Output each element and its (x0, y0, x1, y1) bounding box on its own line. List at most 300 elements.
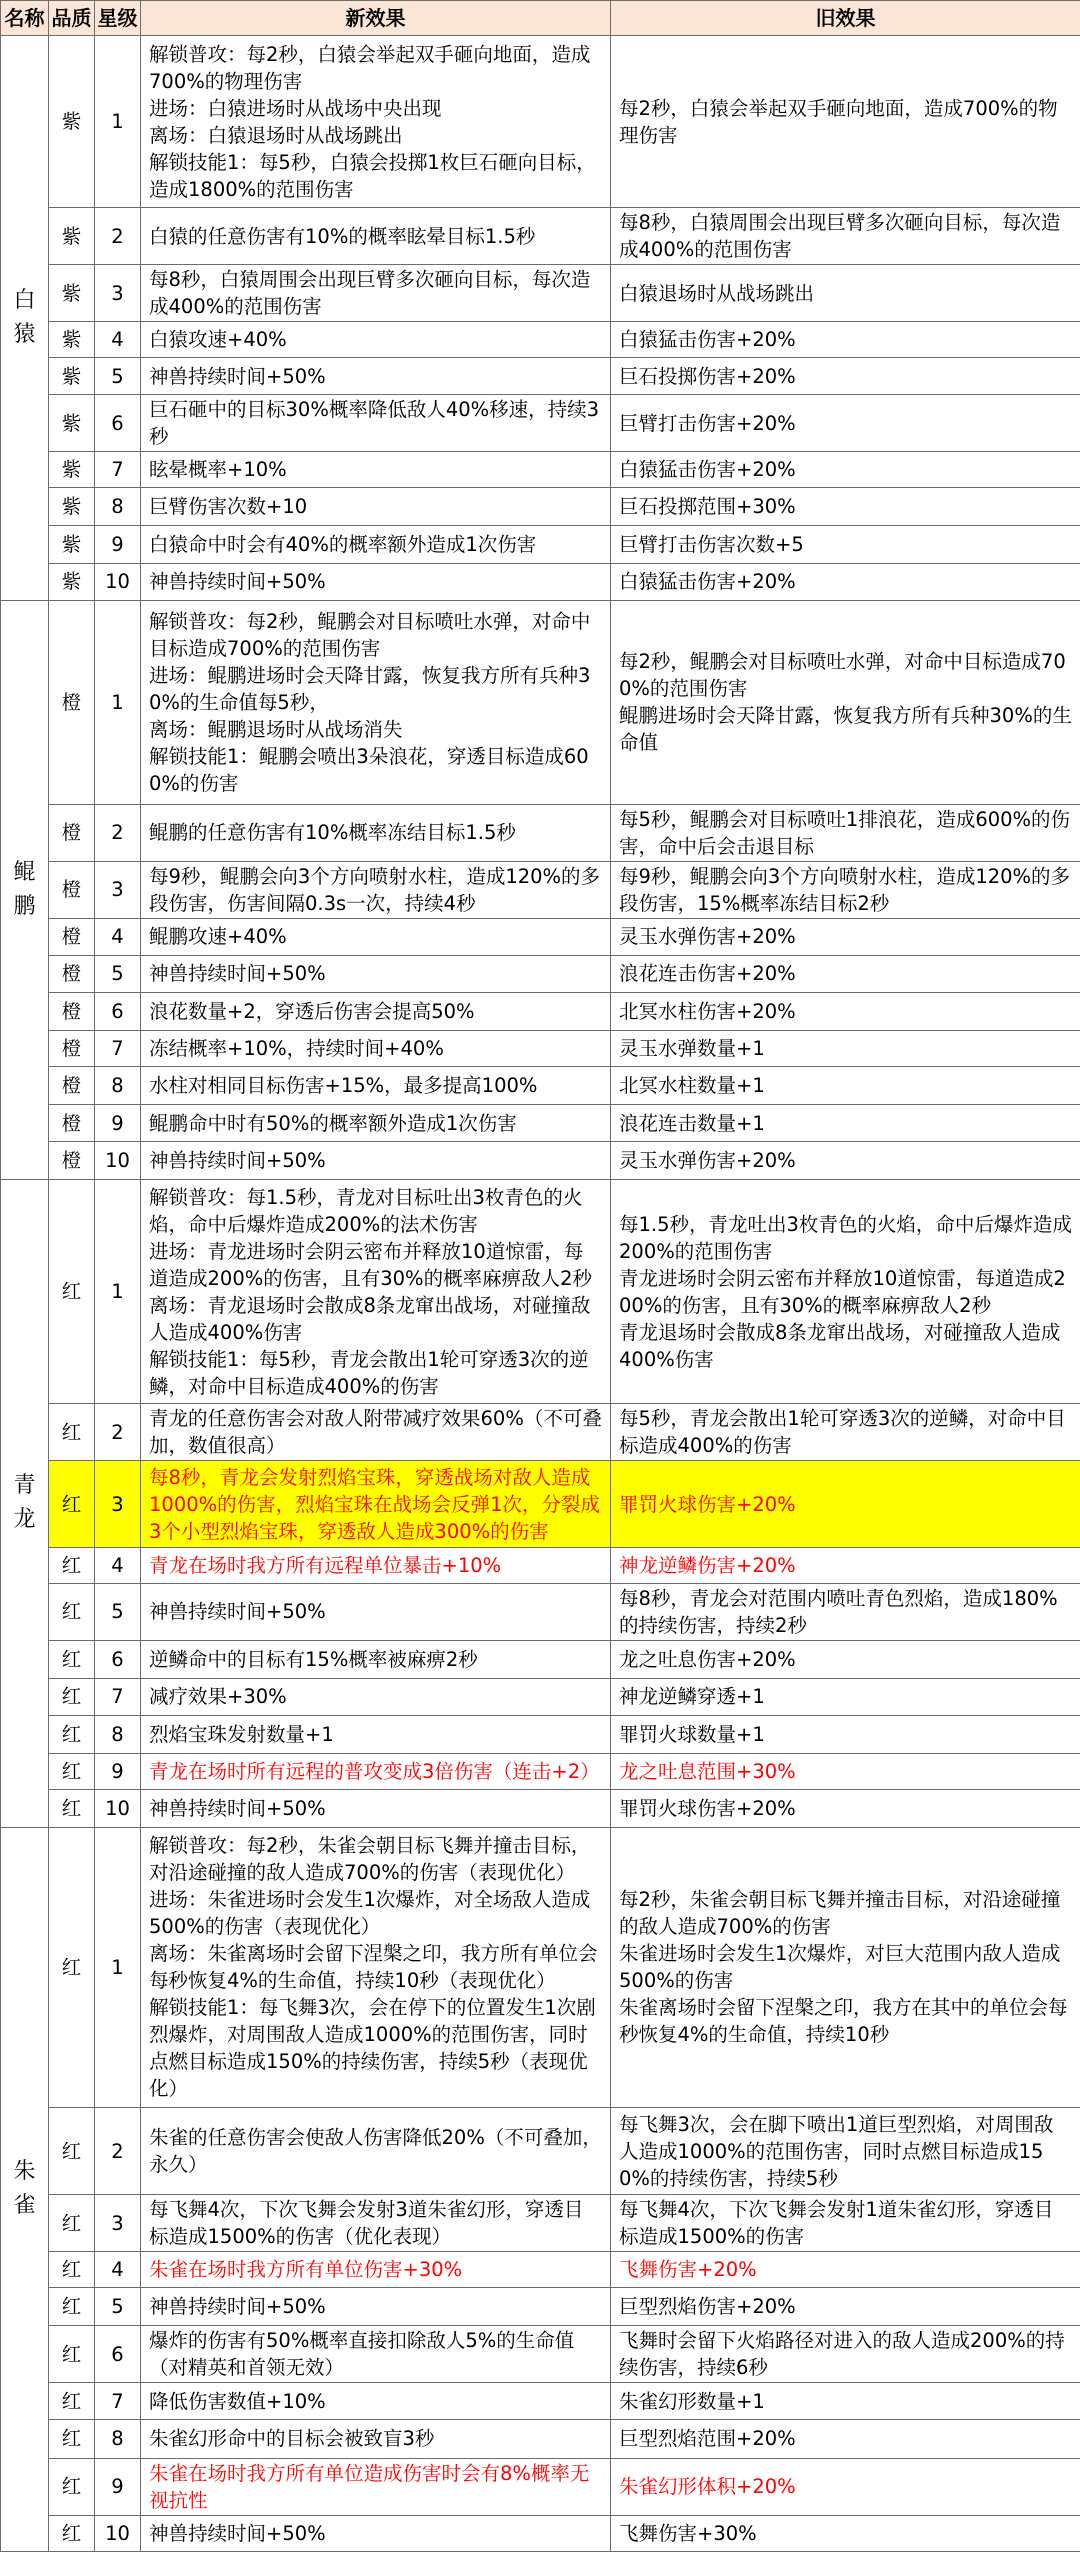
quality-cell: 红 (49, 2383, 95, 2420)
old-effect-cell (611, 804, 1080, 861)
new-effect-line: 青龙的任意伤害会对敌人附带减疗效果60%（不可叠加，数值很高） (149, 1407, 602, 1458)
new-effect-line: 白猿的任意伤害有10%的概率眩晕目标1.5秒 (149, 224, 536, 248)
old-effect-line: 每1.5秒，青龙吐出3枚青色的火焰，命中后爆炸造成200%的范围伤害 (619, 1212, 1072, 1263)
star-cell: 1 (95, 1180, 141, 1404)
new-effect-cell (141, 1753, 611, 1789)
star-cell: 3 (95, 861, 141, 918)
quality-cell: 红 (49, 2515, 95, 2551)
new-effect-cell (141, 452, 611, 488)
old-effect-cell (611, 955, 1080, 992)
star-cell: 8 (95, 2420, 141, 2458)
old-effect-cell (611, 1180, 1080, 1404)
quality-cell: 橙 (49, 955, 95, 992)
old-effect-cell (611, 2252, 1080, 2288)
star-cell: 7 (95, 2383, 141, 2420)
table-row (1, 1640, 1080, 1678)
quality-cell: 橙 (49, 993, 95, 1031)
old-effect-cell (611, 322, 1080, 358)
star-cell: 5 (95, 358, 141, 395)
quality-cell: 红 (49, 1789, 95, 1827)
header-old-effect: 旧效果 (611, 1, 1080, 36)
old-effect-line: 北冥水柱数量+1 (619, 1074, 765, 1098)
star-cell: 10 (95, 1142, 141, 1180)
table-row (1, 2515, 1080, 2551)
quality-cell: 橙 (49, 918, 95, 955)
old-effect-cell (611, 2458, 1080, 2515)
table-row (1, 1583, 1080, 1640)
new-effect-cell (141, 2195, 611, 2252)
new-effect-cell (141, 2326, 611, 2383)
old-effect-line: 白猿猛击伤害+20% (619, 570, 796, 594)
quality-cell: 橙 (49, 1067, 95, 1105)
old-effect-cell (611, 2383, 1080, 2420)
beast-name-char: 雀 (13, 2193, 36, 2219)
beast-name-cell (1, 600, 49, 1180)
star-cell: 4 (95, 2252, 141, 2288)
new-effect-cell (141, 2515, 611, 2551)
new-effect-line: 神兽持续时间+50% (149, 2521, 326, 2545)
old-effect-line: 北冥水柱伤害+20% (619, 1000, 796, 1024)
new-effect-cell (141, 1640, 611, 1678)
old-effect-line: 巨型烈焰伤害+20% (619, 2295, 796, 2319)
quality-cell: 红 (49, 2458, 95, 2515)
new-effect-cell (141, 955, 611, 992)
table-row (1, 2326, 1080, 2383)
star-cell: 4 (95, 322, 141, 358)
quality-cell: 紫 (49, 358, 95, 395)
old-effect-line: 龙之吐息伤害+20% (619, 1647, 796, 1671)
old-effect-cell (611, 1715, 1080, 1753)
old-effect-cell (611, 993, 1080, 1031)
new-effect-line: 白猿命中时会有40%的概率额外造成1次伤害 (149, 532, 537, 556)
new-effect-line: 鲲鹏命中时有50%的概率额外造成1次伤害 (149, 1111, 517, 1135)
old-effect-cell (611, 1678, 1080, 1715)
new-effect-line: 朱雀幻形命中的目标会被致盲3秒 (149, 2427, 435, 2451)
quality-cell: 紫 (49, 395, 95, 452)
star-cell: 5 (95, 1583, 141, 1640)
beast-name-char: 鲲 (13, 859, 36, 885)
table-row (1, 1715, 1080, 1753)
new-effect-line: 解锁技能1：每5秒，青龙会散出1轮可穿透3次的逆鳞，对命中目标造成400%的伤害 (149, 1347, 589, 1398)
table-row (1, 2420, 1080, 2458)
table-row (1, 525, 1080, 563)
new-effect-line: 鲲鹏攻速+40% (149, 925, 287, 949)
old-effect-cell (611, 861, 1080, 918)
new-effect-cell (141, 861, 611, 918)
old-effect-line: 罪罚火球伤害+20% (619, 1796, 796, 1820)
old-effect-line: 罪罚火球伤害+20% (619, 1492, 796, 1516)
quality-cell: 紫 (49, 563, 95, 600)
new-effect-line: 朱雀在场时我方所有单位伤害+30% (149, 2258, 463, 2282)
new-effect-cell (141, 1404, 611, 1461)
new-effect-cell (141, 1583, 611, 1640)
star-cell: 1 (95, 1827, 141, 2107)
old-effect-cell (611, 1142, 1080, 1180)
old-effect-line: 巨石投掷范围+30% (619, 495, 796, 518)
star-cell: 2 (95, 208, 141, 265)
quality-cell: 橙 (49, 1031, 95, 1067)
old-effect-cell (611, 1031, 1080, 1067)
table-row (1, 2383, 1080, 2420)
star-cell: 5 (95, 2288, 141, 2326)
old-effect-line: 每8秒，青龙会对范围内喷吐青色烈焰，造成180%的持续伤害，持续2秒 (619, 1586, 1058, 1637)
old-effect-cell (611, 1789, 1080, 1827)
new-effect-line: 离场：朱雀离场时会留下涅槃之印，我方所有单位会每秒恢复4%的生命值，持续10秒（表现优化） (149, 1942, 598, 1993)
old-effect-cell (611, 488, 1080, 525)
new-effect-line: 白猿攻速+40% (149, 328, 287, 352)
old-effect-cell (611, 1404, 1080, 1461)
table-row (1, 2288, 1080, 2326)
star-cell: 10 (95, 2515, 141, 2551)
old-effect-line: 青龙进场时会阴云密布并释放10道惊雷，每道造成200%的伤害，且有30%的概率麻痹敌人2秒 (619, 1266, 1066, 1317)
new-effect-cell (141, 525, 611, 563)
new-effect-cell (141, 1678, 611, 1715)
old-effect-line: 白猿退场时从战场跳出 (619, 281, 815, 305)
new-effect-line: 神兽持续时间+50% (149, 1796, 326, 1820)
new-effect-cell (141, 395, 611, 452)
old-effect-line: 朱雀离场时会留下涅槃之印，我方在其中的单位会每秒恢复4%的生命值，持续10秒 (619, 1996, 1068, 2047)
old-effect-line: 青龙退场时会散成8条龙窜出战场，对碰撞敌人造成400%伤害 (619, 1320, 1061, 1371)
header-new-effect: 新效果 (141, 1, 611, 36)
new-effect-line: 青龙在场时所有远程的普攻变成3倍伤害（连击+2） (149, 1759, 600, 1783)
old-effect-line: 罪罚火球数量+1 (619, 1722, 765, 1746)
old-effect-cell (611, 600, 1080, 804)
new-effect-line: 进场：鲲鹏进场时会天降甘露，恢复我方所有兵种30%的生命值每5秒， (149, 663, 591, 714)
star-cell: 9 (95, 525, 141, 563)
new-effect-line: 进场：青龙进场时会阴云密布并释放10道惊雷，每道造成200%的伤害，且有30%的概率麻痹敌人2秒 (149, 1239, 592, 1290)
old-effect-line: 巨臂打击伤害+20% (619, 411, 796, 435)
quality-cell: 红 (49, 1753, 95, 1789)
new-effect-line: 逆鳞命中的目标有15%概率被麻痹2秒 (149, 1647, 478, 1671)
old-effect-cell (611, 452, 1080, 488)
new-effect-line: 进场：朱雀进场时会发生1次爆炸，对全场敌人造成500%的伤害（表现优化） (149, 1888, 591, 1939)
new-effect-cell (141, 1180, 611, 1404)
new-effect-line: 解锁技能1：每飞舞3次，会在停下的位置发生1次剧烈爆炸，对周围敌人造成1000%的范围伤害，同时点燃目标造成150%的持续伤害，持续5秒（表现优化） (149, 1996, 596, 2101)
old-effect-cell (611, 36, 1080, 208)
old-effect-line: 巨石投掷伤害+20% (619, 364, 796, 388)
header-quality: 品质 (49, 1, 95, 36)
new-effect-cell (141, 36, 611, 208)
star-cell: 7 (95, 452, 141, 488)
new-effect-line: 神兽持续时间+50% (149, 2295, 326, 2319)
new-effect-line: 神兽持续时间+50% (149, 1149, 326, 1173)
old-effect-line: 白猿猛击伤害+20% (619, 458, 796, 482)
old-effect-cell (611, 1753, 1080, 1789)
old-effect-line: 飞舞伤害+20% (619, 2258, 757, 2282)
new-effect-line: 浪花数量+2，穿透后伤害会提高50% (149, 1000, 475, 1024)
star-cell: 1 (95, 36, 141, 208)
old-effect-line: 每5秒，青龙会散出1轮可穿透3次的逆鳞，对命中目标造成400%的伤害 (619, 1407, 1066, 1458)
table-row (1, 1547, 1080, 1583)
quality-cell: 紫 (49, 488, 95, 525)
table-row (1, 918, 1080, 955)
table-row (1, 322, 1080, 358)
star-cell: 9 (95, 1753, 141, 1789)
old-effect-cell (611, 1105, 1080, 1142)
star-cell: 6 (95, 2326, 141, 2383)
old-effect-line: 巨型烈焰范围+20% (619, 2427, 796, 2451)
table-row (1, 36, 1080, 208)
quality-cell: 红 (49, 2252, 95, 2288)
star-cell: 6 (95, 1640, 141, 1678)
star-cell: 9 (95, 1105, 141, 1142)
star-cell: 8 (95, 488, 141, 525)
quality-cell: 红 (49, 1583, 95, 1640)
quality-cell: 橙 (49, 861, 95, 918)
new-effect-cell (141, 265, 611, 322)
new-effect-line: 每8秒，白猿周围会出现巨臂多次砸向目标，每次造成400%的范围伤害 (149, 268, 591, 319)
beast-name-cell (1, 36, 49, 601)
old-effect-cell (611, 208, 1080, 265)
old-effect-cell (611, 1640, 1080, 1678)
old-effect-cell (611, 1067, 1080, 1105)
new-effect-line: 神兽持续时间+50% (149, 1600, 326, 1624)
new-effect-cell (141, 2420, 611, 2458)
old-effect-line: 每飞舞3次，会在脚下喷出1道巨型烈焰，对周围敌人造成1000%的范围伤害，同时点燃目标造成150%的持续伤害，持续5秒 (619, 2112, 1054, 2190)
quality-cell: 橙 (49, 804, 95, 861)
old-effect-line: 灵玉水弹伤害+20% (619, 925, 796, 949)
new-effect-line: 巨石砸中的目标30%概率降低敌人40%移速，持续3秒 (149, 398, 600, 449)
old-effect-cell (611, 2288, 1080, 2326)
new-effect-cell (141, 488, 611, 525)
star-cell: 1 (95, 600, 141, 804)
quality-cell: 红 (49, 1180, 95, 1404)
new-effect-cell (141, 600, 611, 804)
quality-cell: 红 (49, 1461, 95, 1547)
new-effect-cell (141, 2252, 611, 2288)
new-effect-cell (141, 2288, 611, 2326)
old-effect-cell (611, 2515, 1080, 2551)
quality-cell: 紫 (49, 322, 95, 358)
table-row (1, 452, 1080, 488)
new-effect-line: 每9秒，鲲鹏会向3个方向喷射水柱，造成120%的多段伤害，伤害间隔0.3s一次，持续4秒 (149, 864, 601, 915)
old-effect-cell (611, 1827, 1080, 2107)
new-effect-cell (141, 208, 611, 265)
new-effect-line: 眩晕概率+10% (149, 458, 287, 482)
star-cell: 7 (95, 1031, 141, 1067)
table-row (1, 861, 1080, 918)
new-effect-cell (141, 2108, 611, 2195)
new-effect-cell (141, 1031, 611, 1067)
table-row (1, 208, 1080, 265)
quality-cell: 紫 (49, 265, 95, 322)
new-effect-line: 神兽持续时间+50% (149, 364, 326, 388)
table-row (1, 1678, 1080, 1715)
beast-name-cell (1, 1180, 49, 1828)
beast-name-cell (1, 1827, 49, 2551)
star-cell: 3 (95, 2195, 141, 2252)
star-cell: 2 (95, 2108, 141, 2195)
old-effect-line: 每飞舞4次，下次飞舞会发射1道朱雀幻形，穿透目标造成1500%的伤害 (619, 2198, 1054, 2249)
header-name: 名称 (1, 1, 49, 36)
quality-cell: 红 (49, 1640, 95, 1678)
old-effect-cell (611, 395, 1080, 452)
new-effect-line: 水柱对相同目标伤害+15%，最多提高100% (149, 1074, 538, 1098)
beast-name-char: 鹏 (13, 893, 36, 919)
table-row (1, 2195, 1080, 2252)
old-effect-cell (611, 2195, 1080, 2252)
table-row (1, 1753, 1080, 1789)
new-effect-cell (141, 1461, 611, 1547)
table-row (1, 488, 1080, 525)
old-effect-line: 朱雀进场时会发生1次爆炸，对巨大范围内敌人造成500%的伤害 (619, 1942, 1061, 1993)
beast-name-char: 白 (13, 287, 36, 313)
new-effect-line: 朱雀的任意伤害会使敌人伤害降低20%（不可叠加，永久） (149, 2126, 602, 2177)
table-row (1, 2252, 1080, 2288)
old-effect-line: 龙之吐息范围+30% (619, 1759, 796, 1783)
quality-cell: 红 (49, 2108, 95, 2195)
new-effect-cell (141, 358, 611, 395)
old-effect-line: 每9秒，鲲鹏会向3个方向喷射水柱，造成120%的多段伤害，15%概率冻结目标2秒 (619, 864, 1071, 915)
old-effect-cell (611, 1461, 1080, 1547)
new-effect-cell (141, 1789, 611, 1827)
old-effect-cell (611, 918, 1080, 955)
new-effect-cell (141, 1105, 611, 1142)
old-effect-cell (611, 2420, 1080, 2458)
new-effect-line: 冻结概率+10%，持续时间+40% (149, 1037, 444, 1061)
table-row (1, 395, 1080, 452)
old-effect-line: 灵玉水弹伤害+20% (619, 1149, 796, 1173)
old-effect-line: 朱雀幻形体积+20% (619, 2475, 796, 2499)
table-row (1, 563, 1080, 600)
quality-cell: 红 (49, 1547, 95, 1583)
star-cell: 3 (95, 265, 141, 322)
new-effect-line: 神兽持续时间+50% (149, 962, 326, 986)
new-effect-line: 神兽持续时间+50% (149, 570, 326, 594)
beast-name-char: 朱 (13, 2159, 36, 2185)
quality-cell: 紫 (49, 208, 95, 265)
beast-name-char: 青 (13, 1473, 36, 1499)
table-row (1, 1827, 1080, 2107)
table-row (1, 993, 1080, 1031)
old-effect-cell (611, 525, 1080, 563)
new-effect-cell (141, 1547, 611, 1583)
star-cell: 8 (95, 1067, 141, 1105)
table-row (1, 1180, 1080, 1404)
star-cell: 4 (95, 918, 141, 955)
new-effect-line: 进场：白猿进场时从战场中央出现 (149, 96, 442, 120)
old-effect-line: 鲲鹏进场时会天降甘露，恢复我方所有兵种30%的生命值 (619, 704, 1072, 755)
new-effect-line: 朱雀在场时我方所有单位造成伤害时会有8%概率无视抗性 (149, 2461, 590, 2512)
new-effect-line: 每飞舞4次，下次飞舞会发射3道朱雀幻形，穿透目标造成1500%的伤害（优化表现） (149, 2198, 584, 2249)
table-row (1, 600, 1080, 804)
new-effect-line: 爆炸的伤害有50%概率直接扣除敌人5%的生命值（对精英和首领无效） (149, 2329, 575, 2380)
star-cell: 4 (95, 1547, 141, 1583)
old-effect-line: 飞舞伤害+30% (619, 2521, 757, 2545)
star-cell: 2 (95, 1404, 141, 1461)
table-row (1, 955, 1080, 992)
old-effect-line: 每2秒，鲲鹏会对目标喷吐水弹，对命中目标造成700%的范围伤害 (619, 650, 1066, 701)
old-effect-line: 白猿猛击伤害+20% (619, 328, 796, 352)
new-effect-line: 离场：鲲鹏退场时从战场消失 (149, 717, 403, 741)
star-cell: 9 (95, 2458, 141, 2515)
table-row (1, 358, 1080, 395)
header-star: 星级 (95, 1, 141, 36)
star-cell: 3 (95, 1461, 141, 1547)
old-effect-line: 浪花连击伤害+20% (619, 962, 796, 986)
table-row (1, 1404, 1080, 1461)
new-effect-cell (141, 1142, 611, 1180)
new-effect-cell (141, 1067, 611, 1105)
quality-cell: 紫 (49, 452, 95, 488)
new-effect-cell (141, 563, 611, 600)
star-cell: 10 (95, 1789, 141, 1827)
table-body (1, 36, 1080, 2552)
quality-cell: 橙 (49, 600, 95, 804)
star-cell: 8 (95, 1715, 141, 1753)
new-effect-line: 青龙在场时我方所有远程单位暴击+10% (149, 1553, 502, 1577)
quality-cell: 橙 (49, 1142, 95, 1180)
new-effect-cell (141, 1827, 611, 2107)
new-effect-line: 离场：青龙退场时会散成8条龙窜出战场，对碰撞敌人造成400%伤害 (149, 1293, 591, 1344)
new-effect-line: 烈焰宝珠发射数量+1 (149, 1722, 334, 1746)
quality-cell: 红 (49, 1715, 95, 1753)
new-effect-cell (141, 2383, 611, 2420)
quality-cell: 橙 (49, 1105, 95, 1142)
old-effect-cell (611, 358, 1080, 395)
quality-cell: 红 (49, 2288, 95, 2326)
new-effect-cell (141, 804, 611, 861)
table-row (1, 1789, 1080, 1827)
old-effect-line: 每5秒，鲲鹏会对目标喷吐1排浪花，造成600%的伤害，命中后会击退目标 (619, 807, 1071, 858)
old-effect-line: 神龙逆鳞穿透+1 (619, 1685, 765, 1709)
quality-cell: 紫 (49, 36, 95, 208)
new-effect-line: 离场：白猿退场时从战场跳出 (149, 123, 403, 147)
quality-cell: 红 (49, 1678, 95, 1715)
star-cell: 7 (95, 1678, 141, 1715)
star-cell: 2 (95, 804, 141, 861)
new-effect-cell (141, 1715, 611, 1753)
new-effect-cell (141, 2458, 611, 2515)
beast-name-char: 猿 (13, 321, 36, 347)
new-effect-line: 解锁技能1：鲲鹏会喷出3朵浪花，穿透目标造成600%的伤害 (149, 744, 589, 795)
table-row (1, 265, 1080, 322)
quality-cell: 紫 (49, 525, 95, 563)
old-effect-line: 灵玉水弹数量+1 (619, 1037, 765, 1061)
new-effect-line: 解锁普攻：每1.5秒，青龙对目标吐出3枚青色的火焰，命中后爆炸造成200%的法术伤害 (149, 1185, 583, 1236)
old-effect-cell (611, 1583, 1080, 1640)
old-effect-line: 飞舞时会留下火焰路径对进入的敌人造成200%的持续伤害，持续6秒 (619, 2329, 1065, 2380)
new-effect-line: 解锁普攻：每2秒，鲲鹏会对目标喷吐水弹，对命中目标造成700%的范围伤害 (149, 609, 591, 660)
quality-cell: 红 (49, 2420, 95, 2458)
quality-cell: 红 (49, 1404, 95, 1461)
old-effect-line: 巨臂打击伤害次数+5 (619, 532, 804, 556)
beast-name-char: 龙 (13, 1507, 36, 1533)
old-effect-cell (611, 2108, 1080, 2195)
table-row (1, 2108, 1080, 2195)
new-effect-line: 解锁普攻：每2秒，朱雀会朝目标飞舞并撞击目标，对沿途碰撞的敌人造成700%的伤害（表现优化） (149, 1834, 591, 1885)
old-effect-line: 每2秒，白猿会举起双手砸向地面，造成700%的物理伤害 (619, 96, 1058, 147)
quality-cell: 红 (49, 1827, 95, 2107)
table-row (1, 1461, 1080, 1547)
new-effect-line: 巨臂伤害次数+10 (149, 495, 308, 518)
old-effect-cell (611, 563, 1080, 600)
quality-cell: 红 (49, 2326, 95, 2383)
table-row (1, 804, 1080, 861)
table-row (1, 1031, 1080, 1067)
star-cell: 6 (95, 395, 141, 452)
new-effect-line: 鲲鹏的任意伤害有10%概率冻结目标1.5秒 (149, 821, 516, 845)
old-effect-line: 神龙逆鳞伤害+20% (619, 1553, 796, 1577)
old-effect-cell (611, 1547, 1080, 1583)
old-effect-cell (611, 265, 1080, 322)
table-row (1, 1105, 1080, 1142)
new-effect-cell (141, 918, 611, 955)
old-effect-line: 浪花连击数量+1 (619, 1111, 765, 1135)
old-effect-line: 每2秒，朱雀会朝目标飞舞并撞击目标，对沿途碰撞的敌人造成700%的伤害 (619, 1888, 1061, 1939)
new-effect-line: 每8秒，青龙会发射烈焰宝珠，穿透战场对敌人造成1000%的伤害，烈焰宝珠在战场会反弹1次，分裂成3个小型烈焰宝珠，穿透敌人造成300%的伤害 (149, 1465, 601, 1543)
old-effect-line: 每8秒，白猿周围会出现巨臂多次砸向目标，每次造成400%的范围伤害 (619, 211, 1061, 262)
